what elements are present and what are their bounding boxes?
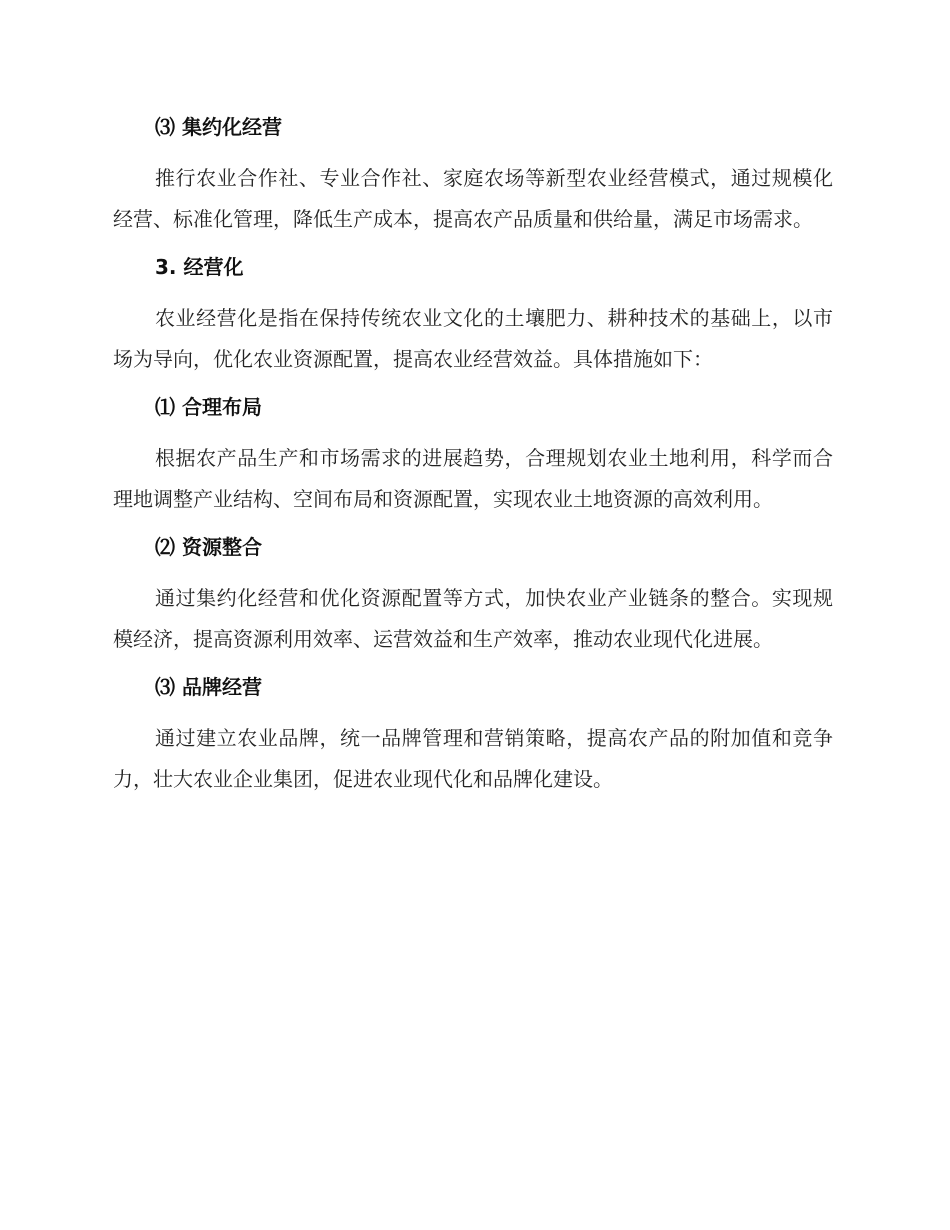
section-heading-operationalization: 3. 经营化 bbox=[155, 255, 244, 279]
section-heading-intensive-management: ⑶ 集约化经营 bbox=[155, 115, 282, 139]
section-paragraph-rational-layout: 根据农产品生产和市场需求的进展趋势，合理规划农业土地利用，科学而合理地调整产业结构、空间布局和资源配置，实现农业土地资源的高效利用。 bbox=[113, 446, 833, 511]
section-paragraph-brand-management: 通过建立农业品牌，统一品牌管理和营销策略，提高农产品的附加值和竞争力，壮大农业企业集团，促进农业现代化和品牌化建设。 bbox=[113, 726, 833, 791]
section-heading-resource-integration: ⑵ 资源整合 bbox=[155, 535, 262, 559]
section-paragraph-resource-integration: 通过集约化经营和优化资源配置等方式，加快农业产业链条的整合。实现规模经济，提高资源利用效率、运营效益和生产效率，推动农业现代化进展。 bbox=[113, 586, 833, 651]
section-paragraph-intensive-management: 推行农业合作社、专业合作社、家庭农场等新型农业经营模式，通过规模化经营、标准化管理，降低生产成本，提高农产品质量和供给量，满足市场需求。 bbox=[113, 166, 833, 231]
section-heading-brand-management: ⑶ 品牌经营 bbox=[155, 675, 262, 699]
section-heading-rational-layout: ⑴ 合理布局 bbox=[155, 395, 262, 419]
section-paragraph-operationalization: 农业经营化是指在保持传统农业文化的土壤肥力、耕种技术的基础上，以市场为导向，优化农业资源配置，提高农业经营效益。具体措施如下： bbox=[113, 306, 833, 371]
document-body bbox=[113, 110, 833, 810]
